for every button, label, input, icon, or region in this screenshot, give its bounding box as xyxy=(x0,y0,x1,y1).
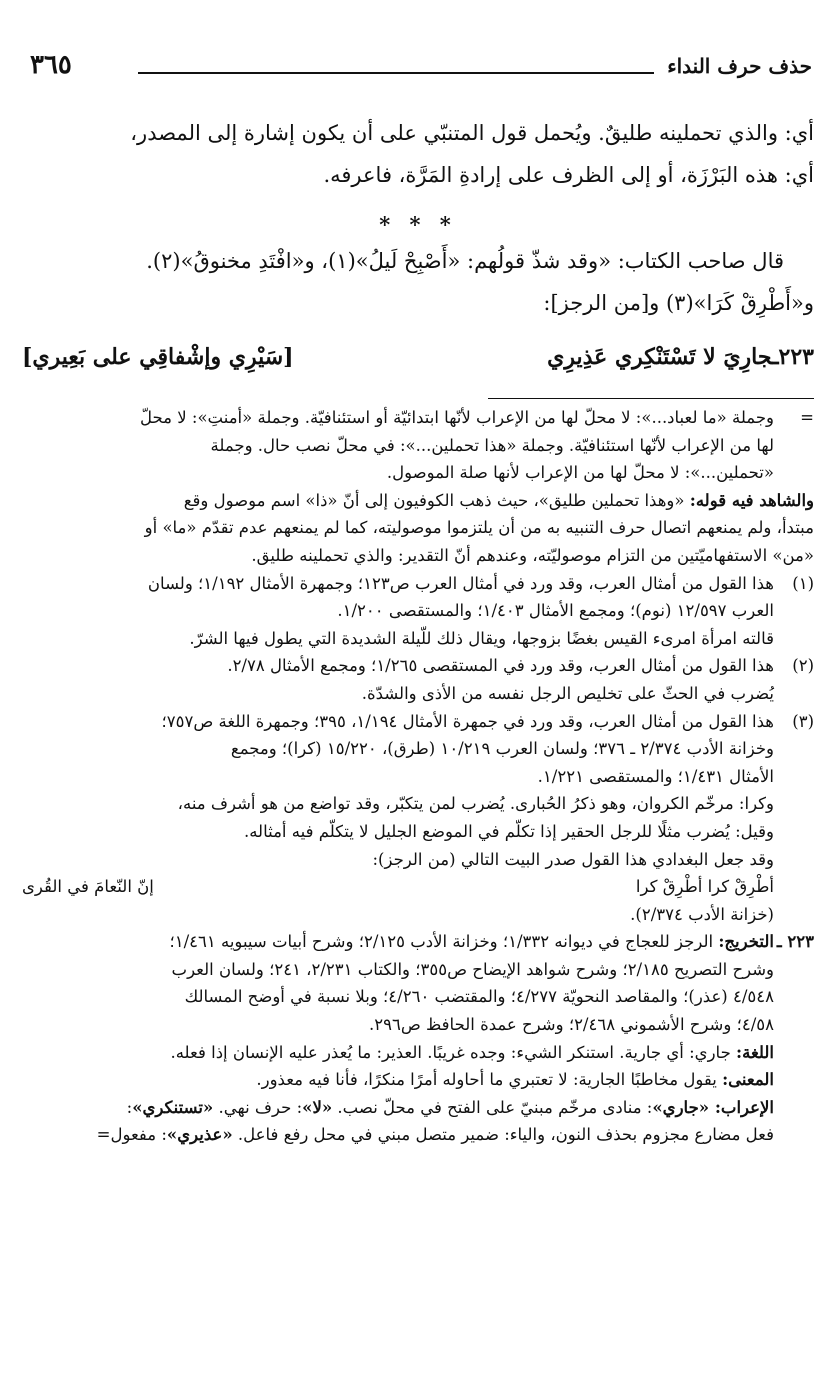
poem-second-hemistich: إنّ النّعامَ في القُرى xyxy=(22,877,154,897)
footnote-line: هذا القول من أمثال العرب، وقد ورد في جمهرة الأمثال ١/١٩٤، ٣٩٥؛ وجمهرة اللغة ص٧٥٧؛ xyxy=(161,711,774,731)
irab-line: الإعراب: «جاري»: منادى مرخّم مبنيّ على الفتح في محلّ نصب. «لا»: حرف نهي. «تستنكري»: xyxy=(126,1097,774,1117)
footnote-2 xyxy=(22,652,814,680)
continuation-marker: = xyxy=(800,408,814,427)
footnote-separator xyxy=(488,398,814,399)
footnote-line: قالته امرأة امرىء القيس بغضًا بزوجها، ويقال ذلك للّيلة الشديدة التي يطول فيها الشرّ. xyxy=(189,628,774,648)
quote-line: و«أَطْرِقْ كَرَا»(٣) و[من الرجز]: xyxy=(543,291,814,315)
verse-second-hemistich: [سَيْرِي وإشْفاقِي على بَعِيري] xyxy=(22,344,294,370)
footnote-line: وقيل: يُضرب مثلًا للرجل الحقير إذا تكلّم في الموضع الجليل لا يتكلّم فيه أمثاله. xyxy=(243,821,774,841)
footnote-line: لها من الإعراب لأنّها استئنافيّة. وجملة «هذا تحملين...»: في محلّ نصب حال. وجملة xyxy=(210,435,774,455)
footnote-line: وشرح التصريح ٢/١٨٥؛ وشرح شواهد الإيضاح ص٣٥٥؛ والكتاب ٢/٢٣١، ٢٤١؛ ولسان العرب xyxy=(171,959,774,979)
quote-line: قال صاحب الكتاب: «وقد شذّ قولُهم: «أَصْبِحْ لَيلُ»(١)، و«افْتَدِ مخنوقُ»(٢). xyxy=(146,249,784,273)
verse-first-hemistich: ٢٢٣ـجارِيَ لا تَسْتَنْكِري عَذِيرِي xyxy=(547,344,814,370)
irab-label: الإعراب: xyxy=(714,1097,774,1117)
main-text xyxy=(22,112,814,378)
paragraph-line: أي: والذي تحملينه طليقٌ. ويُحمل قول المتنبّي على أن يكون إشارة إلى المصدر، xyxy=(130,121,814,145)
takhrij-223 xyxy=(22,928,814,956)
footnote-line: «من» الاستفهاميّتين من التزام موصوليّته، وعندهم أنّ التقدير: والذي تحملينه طليق. xyxy=(251,545,814,565)
header-rule xyxy=(138,72,654,74)
footnotes xyxy=(22,404,814,1149)
footnote-line: الأمثال ١/٤٣١؛ والمستقصى ١/٢٢١. xyxy=(537,766,774,786)
footnote-line: وكرا: مرخّم الكروان، وهو ذكرُ الحُبارى. يُضرب لمن يتكبّر، وقد تواضع من هو أشرف منه، xyxy=(177,794,774,814)
footnote-continuation xyxy=(22,404,814,487)
maana-label: المعنى: xyxy=(722,1070,774,1090)
footnote-line: التخريج: الرجز للعجاج في ديوانه ١/٣٣٢؛ وخزانة الأدب ٢/١٢٥؛ وشرح أبيات سيبويه ١/٤٦١؛ xyxy=(169,932,774,952)
shahid-label: والشاهد فيه قوله: xyxy=(689,490,814,510)
irab-line: فعل مضارع مجزوم بحذف النون، والياء: ضمير متصل مبني في محل رفع فاعل. «عذيري»: مفعول= xyxy=(96,1125,774,1145)
lugha-line: اللغة: جاري: أي جارية. استنكر الشيء: وجده غريبًا. العذير: ما يُعذر عليه الإنسان إذا فعله. xyxy=(170,1042,774,1062)
footnote-number: (٢) xyxy=(792,656,814,676)
footnote-line: هذا القول من أمثال العرب، وقد ورد في أمثال العرب ص١٢٣؛ وجمهرة الأمثال ١/١٩٢؛ ولسان xyxy=(147,573,774,593)
verse-note-number: ٢٢٣ ـ xyxy=(776,932,814,952)
footnote-line: ٤/٥٨؛ وشرح الأشموني ٢/٤٦٨؛ وشرح عمدة الحافظ ص٢٩٦. xyxy=(368,1015,774,1035)
verse-number: ٢٢٣ـ xyxy=(772,344,814,370)
footnote-number: (٣) xyxy=(792,711,814,731)
footnote-line: هذا القول من أمثال العرب، وقد ورد في المستقصى ١/٢٦٥؛ ومجمع الأمثال ٢/٧٨. xyxy=(227,656,774,676)
poem-reference: (خزانة الأدب ٢/٣٧٤). xyxy=(630,904,774,924)
footnote-line: مبتدأ، ولم يمنعهم اتصال حرف التنبيه به من أن يلتزموا موصوليته، كما لم يمنعهم عدم تقدّم «ما» أو xyxy=(144,518,814,538)
paragraph-line: أي: هذه البَرْزَة، أو إلى الظرف على إرادةِ المَرَّة، فاعرفه. xyxy=(323,163,814,187)
footnote-1 xyxy=(22,570,814,625)
footnote-number: (١) xyxy=(792,573,814,593)
poem-first-hemistich: أطْرِقْ كرا أطْرِقْ كرا xyxy=(635,877,774,897)
footnote-line: وخزانة الأدب ٢/٣٧٤ ـ ٣٧٦؛ ولسان العرب ١٠/٢١٩ (طرق)، ١٥/٢٢٠ (كرا)؛ ومجمع xyxy=(230,739,774,759)
footnote-line: وجملة «ما لعباد...»: لا محلّ لها من الإعراب لأنّها ابتدائيّة أو استئنافيّة. وجملة «أمنتِ»: لا محلّ xyxy=(140,408,774,427)
maana-line: المعنى: يقول مخاطبًا الجارية: لا تعتبري ما أحاوله أمرًا منكرًا، فأنا فيه معذور. xyxy=(256,1070,774,1090)
footnote-line: وقد جعل البغدادي هذا القول صدر البيت التالي (من الرجز): xyxy=(372,849,774,869)
verse-223 xyxy=(22,336,814,378)
page-number: ٣٦٥ xyxy=(30,50,72,80)
section-separator-stars: * * * xyxy=(379,212,457,237)
footnote-line: ٤/٥٤٨ (عذر)؛ والمقاصد النحويّة ٤/٢٧٧؛ والمقتضب ٤/٢٦٠؛ وبلا نسبة في أوضح المسالك xyxy=(184,987,774,1007)
footnote-poem xyxy=(22,873,814,901)
footnote-3 xyxy=(22,708,814,791)
takhrij-label: التخريج: xyxy=(718,932,774,952)
lugha-label: اللغة: xyxy=(736,1042,774,1062)
footnote-line: العرب ١٢/٥٩٧ (نوم)؛ ومجمع الأمثال ١/٤٠٣؛ والمستقصى ١/٢٠٠. xyxy=(337,601,774,621)
footnote-line: يُضرب في الحثّ على تخليص الرجل نفسه من الأذى والشدّة. xyxy=(361,683,774,703)
footnote-line: «تحملين...»: لا محلّ لها من الإعراب لأنها صلة الموصول. xyxy=(386,463,774,483)
running-title: حذف حرف النداء xyxy=(667,54,812,78)
shahid-line: والشاهد فيه قوله: «وهذا تحملين طليق»، حيث ذهب الكوفيون إلى أنّ «ذا» اسم موصول وقع xyxy=(183,490,814,510)
page-header xyxy=(30,48,812,88)
